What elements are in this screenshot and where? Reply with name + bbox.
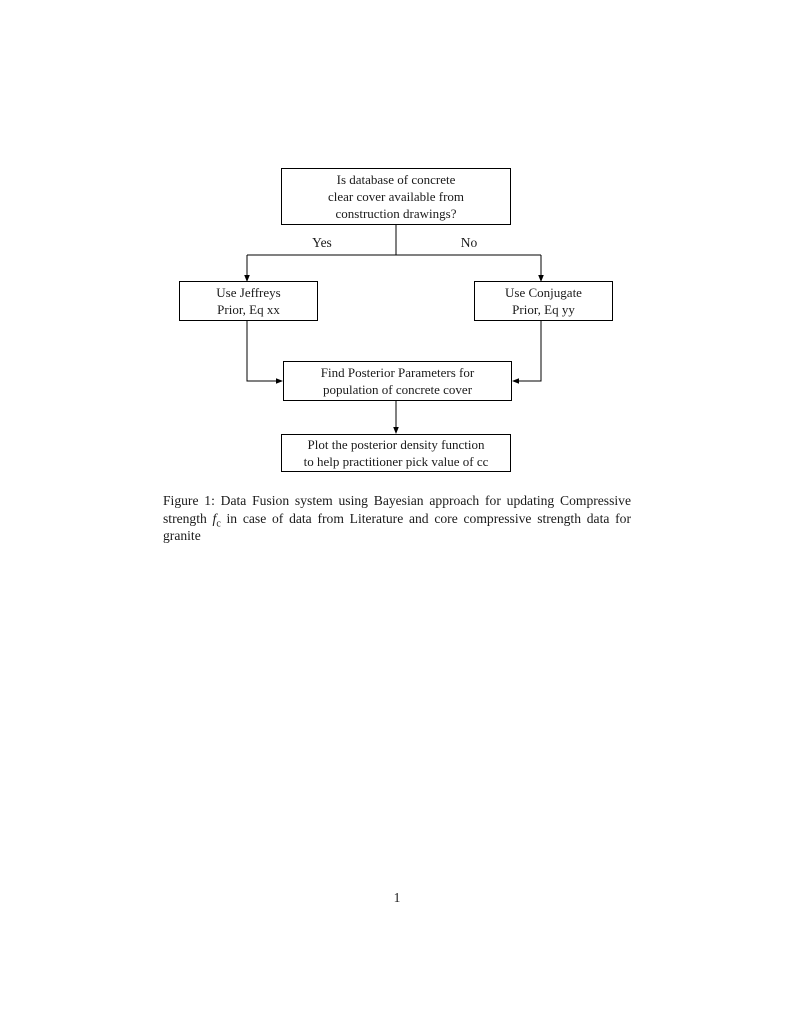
posterior-parameters-box-line: population of concrete cover [322,382,473,397]
decision-box-line: construction drawings? [335,206,457,221]
conjugate-prior-box [474,281,613,321]
decision-box [281,168,511,225]
posterior-parameters-box-line: Find Posterior Parameters for [320,365,475,380]
jeffreys-prior-box-line: Use Jeffreys [216,285,281,300]
posterior-parameters-box [283,361,512,401]
plot-density-box-line: Plot the posterior density function [307,437,485,452]
decision-box-line: Is database of concrete [336,172,456,187]
conjugate-prior-box-line: Use Conjugate [505,285,582,300]
caption-variable-fc: f [212,510,217,526]
decision-box-line: clear cover available from [327,189,465,204]
plot-density-box-line: to help practitioner pick value of cc [303,454,489,469]
caption-text-before: Figure 1: Data Fusion system using Bayesian approach for updating Compressive strength [163,493,631,526]
plot-density-box [281,434,511,472]
caption-variable-subscript: c [216,518,221,530]
jeffreys-prior-box [179,281,318,321]
caption-text-after: in case of data from Literature and core compressive strength data for granite [163,510,631,544]
conjugate-prior-box-line: Prior, Eq yy [512,302,575,317]
page-number: 1 [393,890,401,905]
jeffreys-prior-box-line: Prior, Eq xx [217,302,280,317]
figure-caption [163,492,631,545]
no-branch-label: No [460,235,478,250]
yes-branch-label: Yes [312,235,332,250]
